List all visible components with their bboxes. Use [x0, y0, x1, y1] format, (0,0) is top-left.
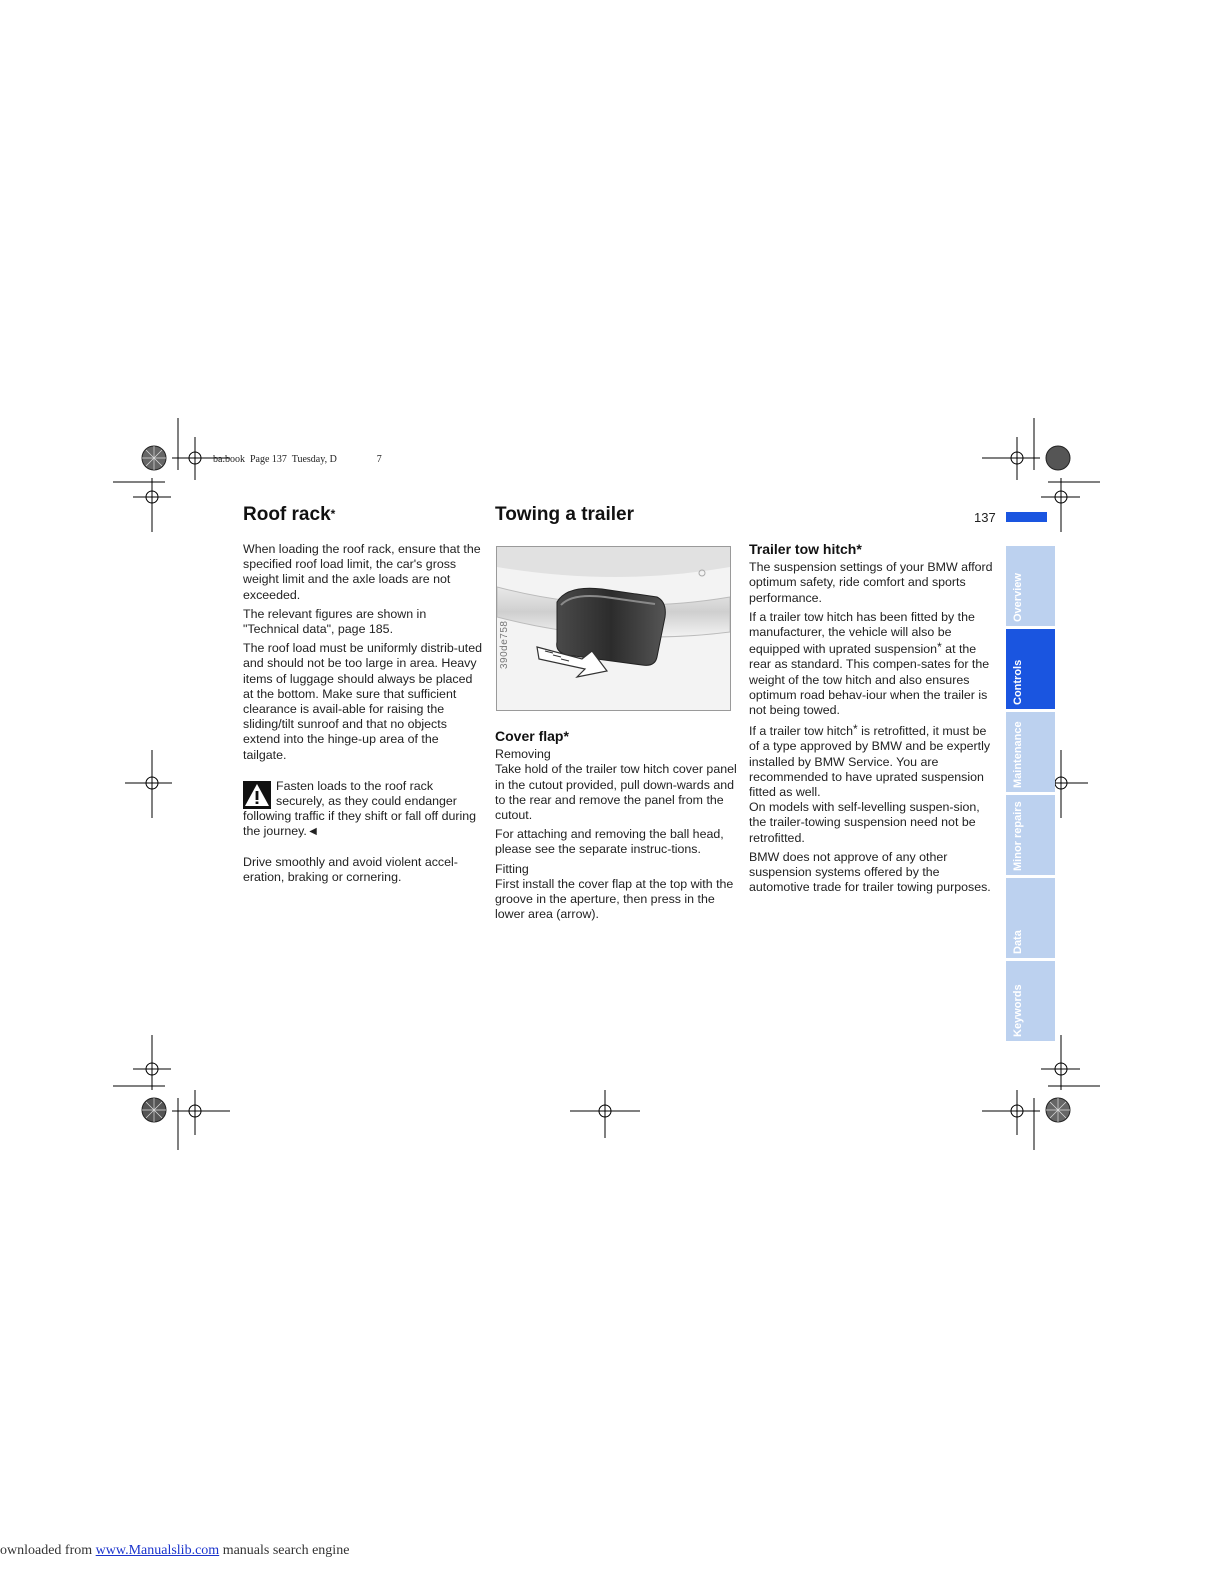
warning-text: Fasten loads to the roof rack securely, as they could endanger following traffic if they shift or fall off during the journey.: [243, 778, 477, 839]
fitting-text: First install the cover flap at the top with the groove in the aperture, then press in the lower area (arrow).: [495, 876, 734, 922]
removing-label: Removing: [495, 747, 551, 762]
end-mark: ◄: [306, 824, 320, 839]
footer-prefix: ownloaded from: [0, 1543, 96, 1558]
tow-hitch-para-3b: is retrofitted, it must be of a type approved by BMW and be expertly installed by BMW Service. You are recommended to have uprated suspension fitted as well.: [749, 724, 991, 800]
header-file-number: 7: [376, 454, 382, 465]
tab-minor-repairs[interactable]: [1006, 795, 1055, 875]
tow-hitch-para-3: [749, 722, 993, 800]
tab-maintenance-label: Maintenance: [1012, 721, 1024, 788]
tow-hitch-heading: Trailer tow hitch*: [749, 541, 862, 557]
tab-data[interactable]: [1006, 878, 1055, 958]
roof-rack-para-1: When loading the roof rack, ensure that the specified roof load limit, the car's gross weight limit and the axle loads are not exceeded.: [243, 542, 481, 602]
roof-rack-final: Drive smoothly and avoid violent accel-eration, braking or cornering.: [243, 854, 458, 884]
tow-hitch-para-1: The suspension settings of your BMW afford optimum safety, ride comfort and sports performance.: [749, 560, 993, 605]
tab-controls-label: Controls: [1012, 659, 1024, 705]
ball-head-text: For attaching and removing the ball head, please see the separate instruc-tions.: [495, 827, 724, 857]
fitting-label: Fitting: [495, 861, 529, 876]
chapter-tabs: [1006, 546, 1055, 1044]
manualslib-link[interactable]: www.Manualslib.com: [95, 1543, 220, 1558]
tow-hitch-star-2: *: [852, 722, 858, 737]
tab-maintenance[interactable]: [1006, 712, 1055, 792]
header-file-info: ba.book Page 137 Tuesday, D: [213, 454, 337, 465]
tab-overview[interactable]: [1006, 546, 1055, 626]
warning-block: [243, 779, 485, 840]
cover-flap-heading: Cover flap*: [495, 728, 569, 744]
roof-rack-column: [243, 542, 485, 889]
tow-hitch-star-1: *: [937, 640, 942, 655]
tow-hitch-para-2: [749, 610, 993, 718]
roof-rack-star: *: [330, 507, 336, 521]
cover-flap-illustration: [497, 547, 730, 710]
tab-controls[interactable]: [1006, 629, 1055, 709]
cover-flap-column: [495, 729, 739, 926]
tab-keywords[interactable]: [1006, 961, 1055, 1041]
footer-suffix: manuals search engine: [219, 1543, 350, 1558]
tow-hitch-para-3a: If a trailer tow hitch: [749, 724, 853, 739]
download-footer: [0, 1543, 349, 1559]
tow-hitch-para-5: BMW does not approve of any other suspension systems offered by the automotive trade for trailer towing purposes.: [749, 849, 991, 895]
page-number-bar: [1006, 512, 1047, 522]
removing-text: Take hold of the trailer tow hitch cover panel in the cutout provided, pull down-wards and to the rear and remove the panel from the cutout.: [495, 762, 737, 823]
roof-rack-title-text: Roof rack: [243, 504, 331, 525]
tab-overview-label: Overview: [1012, 573, 1024, 622]
tab-keywords-label: Keywords: [1012, 984, 1024, 1037]
tow-hitch-para-2b: at the rear as standard. This compen-sates for the weight of the tow hitch and also ensures optimum road behav-iour when the trailer is not being towed.: [749, 642, 990, 718]
tow-hitch-column: [749, 542, 993, 899]
roof-rack-para-3: The roof load must be uniformly distrib-uted and should not be too large in area. Heavy items of luggage should always be placed at the bottom. Make sure that sufficient clearance is avail-able for raising the sliding/tilt sunroof and that no objects extend into the hinge-up area of the tailgate.: [243, 641, 482, 762]
cover-flap-figure: [496, 546, 731, 711]
figure-code: 390de758: [499, 620, 510, 669]
roof-rack-title: [243, 504, 335, 526]
tab-minor-repairs-label: Minor repairs: [1012, 801, 1024, 871]
tab-data-label: Data: [1012, 930, 1024, 954]
towing-title: Towing a trailer: [495, 504, 635, 525]
print-header: [213, 454, 382, 465]
tow-hitch-para-4: On models with self-levelling suspen-sion, the trailer-towing suspension need not be retrofitted.: [749, 800, 980, 845]
page-number: 137: [974, 510, 996, 525]
warning-icon: [243, 781, 271, 809]
tow-hitch-para-2a: If a trailer tow hitch has been fitted by the manufacturer, the vehicle will also be equipped with uprated suspension: [749, 609, 975, 657]
roof-rack-para-2: The relevant figures are shown in "Technical data", page 185.: [243, 606, 427, 637]
